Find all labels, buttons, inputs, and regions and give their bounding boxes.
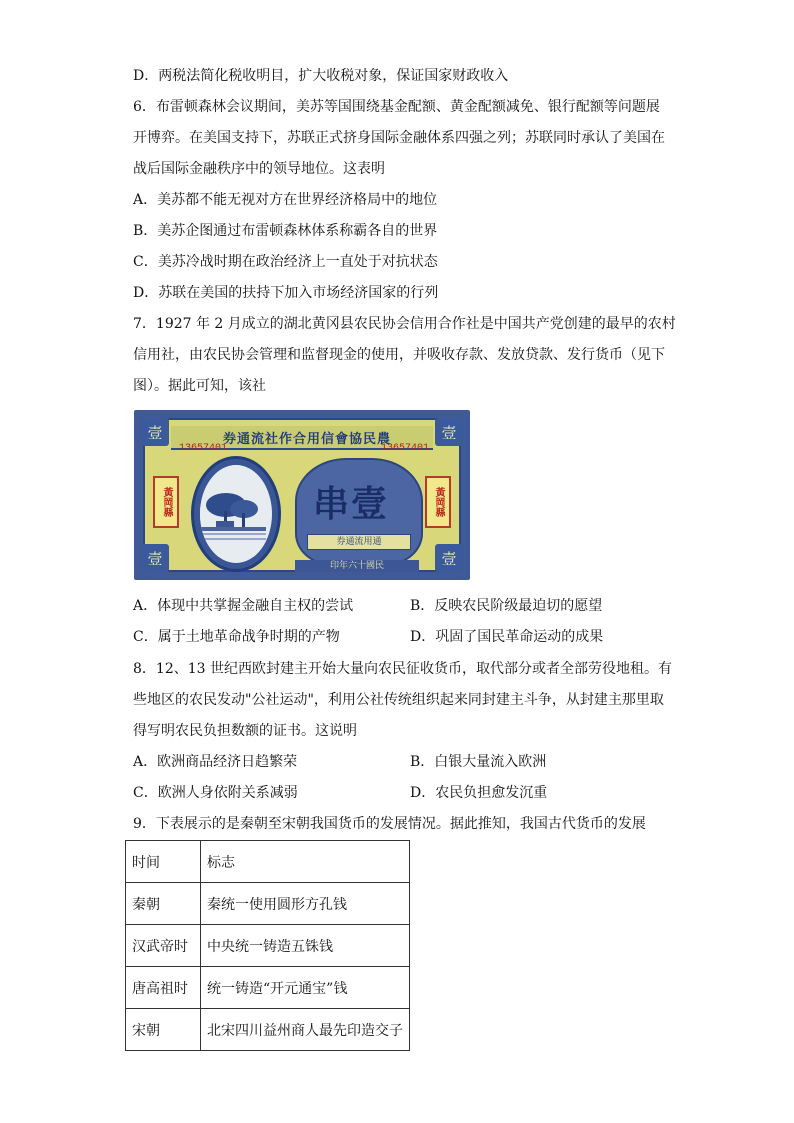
banknote-med-band: 券通流用通 bbox=[307, 534, 411, 550]
table-row bbox=[126, 1009, 410, 1051]
q7-option-a: A．体现中共掌握金融自主权的尝试 bbox=[133, 598, 354, 614]
q9-stem: 9．下表展示的是秦朝至宋朝我国货币的发展情况。据此推知，我国古代货币的发展 bbox=[133, 816, 646, 832]
q8-option-b: B．白银大量流入欧洲 bbox=[410, 754, 547, 770]
table-cell: 中央统一铸造五铢钱 bbox=[201, 925, 410, 967]
banknote-title: 券通流社作合用信會協民農 bbox=[223, 432, 392, 447]
tree-scene-icon bbox=[200, 465, 266, 557]
banknote-bottom-band: 印年六十國民 bbox=[295, 560, 419, 572]
q8-option-d: D．农民负担愈发沉重 bbox=[410, 785, 548, 801]
table-header-cell: 标志 bbox=[201, 841, 410, 883]
q7-stem-line3: 图）。据此可知，该社 bbox=[133, 378, 266, 394]
table-cell: 北宋四川益州商人最先印造交子 bbox=[201, 1009, 410, 1051]
table-row bbox=[126, 967, 410, 1009]
table-cell: 统一铸造“开元通宝”钱 bbox=[201, 967, 410, 1009]
banknote-side-right: 黃岡縣 bbox=[425, 476, 451, 528]
banknote-corner-bl: 壹 bbox=[141, 544, 169, 572]
q7-option-b: B．反映农民阶级最迫切的愿望 bbox=[410, 598, 603, 614]
q6-option-a: A．美苏都不能无视对方在世界经济格局中的地位 bbox=[133, 192, 438, 208]
q6-option-b: B．美苏企图通过布雷顿森林体系称霸各自的世界 bbox=[133, 223, 438, 239]
q6-stem-line1: 6．布雷顿森林会议期间，美苏等国围绕基金配额、黄金配额减免、银行配额等问题展 bbox=[133, 99, 660, 115]
table-row bbox=[126, 925, 410, 967]
q7-option-d: D．巩固了国民革命运动的成果 bbox=[410, 629, 604, 645]
banknote-corner-br: 壹 bbox=[435, 544, 463, 572]
table-cell: 宋朝 bbox=[126, 1009, 201, 1051]
table-header-row bbox=[126, 841, 410, 883]
banknote-image bbox=[134, 410, 470, 580]
table-cell: 秦朝 bbox=[126, 883, 201, 925]
banknote-side-left: 黃岡縣 bbox=[153, 476, 179, 528]
q8-stem-line2: 些地区的农民发动"公社运动"，利用公社传统组织起来同封建主斗争，从封建主那里取 bbox=[133, 692, 664, 708]
table-cell: 汉武帝时 bbox=[126, 925, 201, 967]
q6-stem-line2: 开博弈。在美国支持下，苏联正式挤身国际金融体系四强之列；苏联同时承认了美国在 bbox=[133, 130, 665, 146]
currency-table bbox=[125, 840, 410, 1051]
q5-option-d: D．两税法简化税收明目，扩大收税对象，保证国家财政收入 bbox=[133, 68, 509, 84]
q8-stem-line1: 8．12、13 世纪西欧封建主开始大量向农民征收货币，取代部分或者全部劳役地租。有 bbox=[133, 661, 672, 677]
q7-stem-line2: 信用社，由农民协会管理和监督现金的使用，并吸收存款、发放贷款、发行货币（见下 bbox=[133, 347, 665, 363]
banknote-corner-tr: 壹 bbox=[435, 418, 463, 446]
banknote-serial-right: 13657401 bbox=[380, 443, 429, 454]
table-header-cell: 时间 bbox=[126, 841, 201, 883]
q8-stem-line3: 得写明农民负担数额的证书。这说明 bbox=[133, 723, 357, 739]
banknote-vignette bbox=[191, 456, 281, 572]
q6-stem-line3: 战后国际金融秩序中的领导地位。这表明 bbox=[133, 161, 385, 177]
table-row bbox=[126, 883, 410, 925]
q7-stem-line1: 7．1927 年 2 月成立的湖北黄冈县农民协会信用合作社是中国共产党创建的最早的农村 bbox=[133, 316, 676, 332]
q6-option-d: D．苏联在美国的扶持下加入市场经济国家的行列 bbox=[133, 285, 439, 301]
q7-option-c: C．属于土地革命战争时期的产物 bbox=[133, 629, 340, 645]
table-cell: 秦统一使用圆形方孔钱 bbox=[201, 883, 410, 925]
q6-option-c: C．美苏冷战时期在政治经济上一直处于对抗状态 bbox=[133, 254, 438, 270]
table-cell: 唐高祖时 bbox=[126, 967, 201, 1009]
q8-option-c: C．欧洲人身依附关系减弱 bbox=[133, 785, 298, 801]
banknote-denomination: 串壹 bbox=[313, 484, 390, 525]
q8-option-a: A．欧洲商品经济日趋繁荣 bbox=[133, 754, 298, 770]
banknote-corner-tl: 壹 bbox=[141, 418, 169, 446]
banknote-serial-left: 13657401 bbox=[179, 443, 228, 454]
banknote-medallion bbox=[295, 458, 423, 566]
